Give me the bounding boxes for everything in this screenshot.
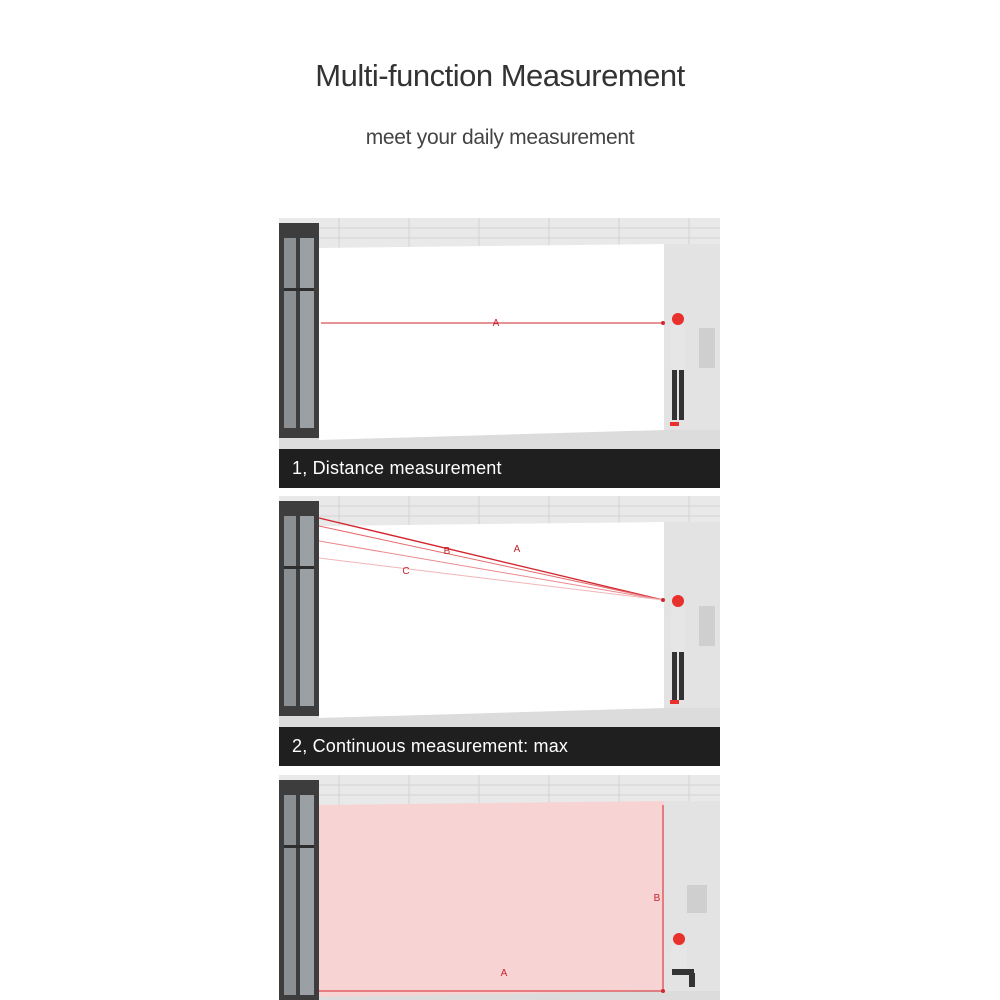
page-title: Multi-function Measurement <box>315 58 685 93</box>
area-measurement-panel <box>279 775 720 1000</box>
label-a: A <box>492 318 500 329</box>
distance-measurement-panel <box>279 218 720 488</box>
label-a: A <box>513 544 521 555</box>
label-c: C <box>402 566 410 577</box>
page-subtitle: meet your daily measurement <box>365 126 635 149</box>
continuous-measurement-photo <box>279 496 720 766</box>
caption-distance: 1, Distance measurement <box>279 449 720 488</box>
area-measurement-photo <box>279 775 720 1000</box>
continuous-measurement-panel <box>279 496 720 766</box>
caption-continuous: 2, Continuous measurement: max <box>279 727 720 766</box>
label-b: B <box>443 546 451 557</box>
label-b: B <box>653 893 661 904</box>
distance-measurement-photo <box>279 218 720 488</box>
label-a: A <box>500 968 508 979</box>
